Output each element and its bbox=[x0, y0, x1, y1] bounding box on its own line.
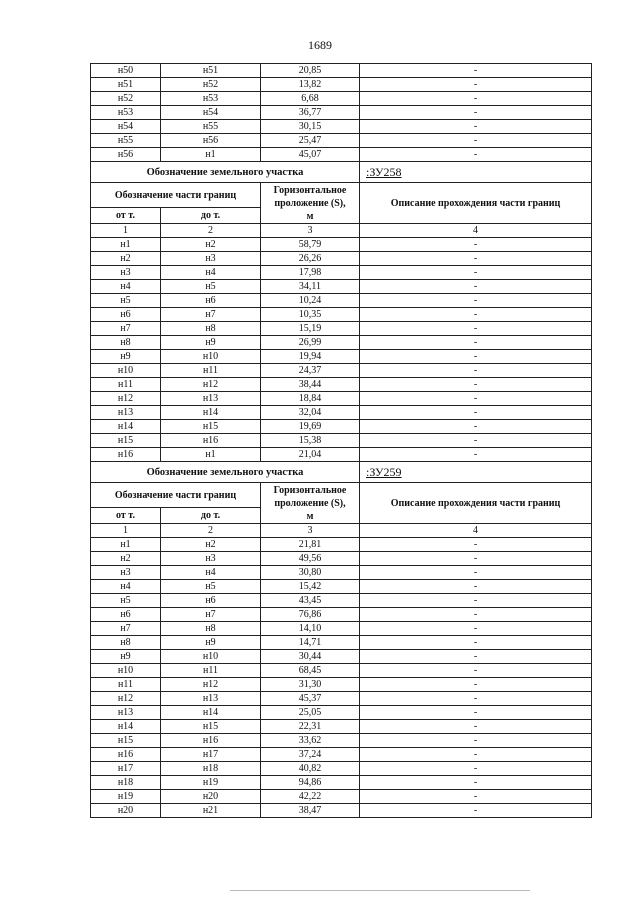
table-row bbox=[91, 134, 592, 148]
table-row bbox=[91, 350, 592, 364]
from-point-cell: н10 bbox=[91, 364, 161, 378]
to-point-cell: н16 bbox=[161, 434, 261, 448]
to-point-cell: н10 bbox=[161, 650, 261, 664]
horizontal-distance-cell: 15,42 bbox=[261, 580, 360, 594]
to-point-cell: н14 bbox=[161, 706, 261, 720]
from-point-cell: н16 bbox=[91, 448, 161, 462]
description-cell: - bbox=[360, 636, 592, 650]
from-point-cell: н56 bbox=[91, 148, 161, 162]
to-point-cell: н55 bbox=[161, 120, 261, 134]
table-row bbox=[91, 378, 592, 392]
boundary-table bbox=[90, 63, 592, 818]
description-cell: - bbox=[360, 308, 592, 322]
to-point-header: до т. bbox=[161, 208, 261, 224]
table-row bbox=[91, 692, 592, 706]
horizontal-distance-cell: 38,44 bbox=[261, 378, 360, 392]
column-number: 1 bbox=[91, 224, 161, 238]
from-point-header: от т. bbox=[91, 208, 161, 224]
to-point-cell: н13 bbox=[161, 692, 261, 706]
description-cell: - bbox=[360, 552, 592, 566]
from-point-cell: н14 bbox=[91, 420, 161, 434]
from-point-cell: н9 bbox=[91, 350, 161, 364]
horizontal-distance-cell: 68,45 bbox=[261, 664, 360, 678]
description-cell: - bbox=[360, 776, 592, 790]
from-point-cell: н51 bbox=[91, 78, 161, 92]
description-header: Описание прохождения части границ bbox=[360, 183, 592, 224]
parcel-designation-label: Обозначение земельного участка bbox=[91, 462, 360, 483]
description-cell: - bbox=[360, 720, 592, 734]
description-cell: - bbox=[360, 238, 592, 252]
horizontal-distance-cell: 20,85 bbox=[261, 64, 360, 78]
to-point-cell: н7 bbox=[161, 608, 261, 622]
description-cell: - bbox=[360, 706, 592, 720]
horizontal-distance-cell: 15,38 bbox=[261, 434, 360, 448]
description-header: Описание прохождения части границ bbox=[360, 483, 592, 524]
table-row bbox=[91, 448, 592, 462]
to-point-cell: н10 bbox=[161, 350, 261, 364]
boundary-part-header: Обозначение части границ bbox=[91, 483, 261, 508]
table-row bbox=[91, 148, 592, 162]
horizontal-distance-cell: 32,04 bbox=[261, 406, 360, 420]
table-row bbox=[91, 706, 592, 720]
description-cell: - bbox=[360, 78, 592, 92]
description-cell: - bbox=[360, 322, 592, 336]
description-cell: - bbox=[360, 148, 592, 162]
table-row bbox=[91, 776, 592, 790]
horizontal-distance-header-line: Горизонтальное bbox=[273, 184, 347, 196]
to-point-cell: н5 bbox=[161, 280, 261, 294]
description-cell: - bbox=[360, 790, 592, 804]
from-point-cell: н3 bbox=[91, 566, 161, 580]
horizontal-distance-cell: 45,07 bbox=[261, 148, 360, 162]
from-point-cell: н55 bbox=[91, 134, 161, 148]
horizontal-distance-cell: 26,99 bbox=[261, 336, 360, 350]
from-point-cell: н13 bbox=[91, 706, 161, 720]
from-point-cell: н6 bbox=[91, 308, 161, 322]
description-cell: - bbox=[360, 406, 592, 420]
horizontal-distance-cell: 33,62 bbox=[261, 734, 360, 748]
to-point-cell: н12 bbox=[161, 378, 261, 392]
description-cell: - bbox=[360, 106, 592, 120]
description-cell: - bbox=[360, 364, 592, 378]
table-row bbox=[91, 266, 592, 280]
table-row bbox=[91, 622, 592, 636]
from-point-cell: н7 bbox=[91, 322, 161, 336]
column-number-row bbox=[91, 224, 592, 238]
table-row bbox=[91, 64, 592, 78]
to-point-cell: н16 bbox=[161, 734, 261, 748]
to-point-cell: н51 bbox=[161, 64, 261, 78]
to-point-cell: н9 bbox=[161, 336, 261, 350]
to-point-cell: н17 bbox=[161, 748, 261, 762]
column-header-row bbox=[91, 483, 592, 508]
description-cell: - bbox=[360, 434, 592, 448]
to-point-cell: н3 bbox=[161, 552, 261, 566]
to-point-cell: н8 bbox=[161, 322, 261, 336]
to-point-cell: н52 bbox=[161, 78, 261, 92]
horizontal-distance-cell: 25,05 bbox=[261, 706, 360, 720]
from-point-cell: н19 bbox=[91, 790, 161, 804]
horizontal-distance-header-line: м bbox=[306, 210, 314, 222]
description-cell: - bbox=[360, 538, 592, 552]
to-point-header: до т. bbox=[161, 508, 261, 524]
horizontal-distance-cell: 37,24 bbox=[261, 748, 360, 762]
description-cell: - bbox=[360, 762, 592, 776]
to-point-cell: н21 bbox=[161, 804, 261, 818]
table-row bbox=[91, 566, 592, 580]
table-row bbox=[91, 106, 592, 120]
horizontal-distance-cell: 30,44 bbox=[261, 650, 360, 664]
table-row bbox=[91, 678, 592, 692]
description-cell: - bbox=[360, 252, 592, 266]
to-point-cell: н1 bbox=[161, 148, 261, 162]
from-point-cell: н15 bbox=[91, 434, 161, 448]
description-cell: - bbox=[360, 566, 592, 580]
horizontal-distance-cell: 58,79 bbox=[261, 238, 360, 252]
to-point-cell: н5 bbox=[161, 580, 261, 594]
horizontal-distance-cell: 31,30 bbox=[261, 678, 360, 692]
column-header-row bbox=[91, 183, 592, 208]
description-cell: - bbox=[360, 748, 592, 762]
horizontal-distance-cell: 30,15 bbox=[261, 120, 360, 134]
horizontal-distance-cell: 76,86 bbox=[261, 608, 360, 622]
description-cell: - bbox=[360, 678, 592, 692]
description-cell: - bbox=[360, 64, 592, 78]
from-point-cell: н10 bbox=[91, 664, 161, 678]
horizontal-distance-header-line: проложение (S), bbox=[274, 197, 346, 209]
table-row bbox=[91, 78, 592, 92]
horizontal-distance-header bbox=[261, 183, 360, 224]
table-row bbox=[91, 734, 592, 748]
horizontal-distance-cell: 30,80 bbox=[261, 566, 360, 580]
to-point-cell: н18 bbox=[161, 762, 261, 776]
horizontal-distance-cell: 24,37 bbox=[261, 364, 360, 378]
description-cell: - bbox=[360, 804, 592, 818]
table-row bbox=[91, 608, 592, 622]
column-number: 1 bbox=[91, 524, 161, 538]
horizontal-distance-cell: 17,98 bbox=[261, 266, 360, 280]
to-point-cell: н7 bbox=[161, 308, 261, 322]
from-point-cell: н5 bbox=[91, 594, 161, 608]
description-cell: - bbox=[360, 378, 592, 392]
description-cell: - bbox=[360, 350, 592, 364]
description-cell: - bbox=[360, 392, 592, 406]
column-number: 2 bbox=[161, 224, 261, 238]
description-cell: - bbox=[360, 734, 592, 748]
to-point-cell: н54 bbox=[161, 106, 261, 120]
column-number: 4 bbox=[360, 224, 592, 238]
parcel-title-row bbox=[91, 462, 592, 483]
table-row bbox=[91, 420, 592, 434]
table-row bbox=[91, 92, 592, 106]
horizontal-distance-cell: 14,10 bbox=[261, 622, 360, 636]
description-cell: - bbox=[360, 580, 592, 594]
parcel-title-row bbox=[91, 162, 592, 183]
table-row bbox=[91, 552, 592, 566]
table-row bbox=[91, 336, 592, 350]
table-row bbox=[91, 594, 592, 608]
from-point-cell: н52 bbox=[91, 92, 161, 106]
horizontal-distance-header-line: Горизонтальное bbox=[273, 484, 347, 496]
from-point-cell: н15 bbox=[91, 734, 161, 748]
description-cell: - bbox=[360, 594, 592, 608]
horizontal-distance-cell: 34,11 bbox=[261, 280, 360, 294]
from-point-cell: н5 bbox=[91, 294, 161, 308]
page-number: 1689 bbox=[308, 38, 332, 52]
description-cell: - bbox=[360, 294, 592, 308]
parcel-id: :ЗУ258 bbox=[360, 162, 592, 183]
table-row bbox=[91, 434, 592, 448]
table-row bbox=[91, 720, 592, 734]
from-point-cell: н53 bbox=[91, 106, 161, 120]
table-row bbox=[91, 650, 592, 664]
table-row bbox=[91, 392, 592, 406]
column-number: 3 bbox=[261, 224, 360, 238]
horizontal-distance-cell: 40,82 bbox=[261, 762, 360, 776]
table-row bbox=[91, 364, 592, 378]
to-point-cell: н15 bbox=[161, 720, 261, 734]
horizontal-distance-cell: 6,68 bbox=[261, 92, 360, 106]
horizontal-distance-cell: 43,45 bbox=[261, 594, 360, 608]
description-cell: - bbox=[360, 266, 592, 280]
horizontal-distance-cell: 21,81 bbox=[261, 538, 360, 552]
from-point-cell: н4 bbox=[91, 580, 161, 594]
description-cell: - bbox=[360, 120, 592, 134]
from-point-cell: н14 bbox=[91, 720, 161, 734]
to-point-cell: н19 bbox=[161, 776, 261, 790]
horizontal-distance-cell: 10,35 bbox=[261, 308, 360, 322]
to-point-cell: н15 bbox=[161, 420, 261, 434]
table-row bbox=[91, 762, 592, 776]
description-cell: - bbox=[360, 336, 592, 350]
horizontal-distance-cell: 21,04 bbox=[261, 448, 360, 462]
horizontal-distance-header-line: м bbox=[306, 510, 314, 522]
from-point-cell: н1 bbox=[91, 538, 161, 552]
from-point-cell: н8 bbox=[91, 336, 161, 350]
horizontal-distance-cell: 25,47 bbox=[261, 134, 360, 148]
from-point-cell: н11 bbox=[91, 378, 161, 392]
table-row bbox=[91, 252, 592, 266]
horizontal-distance-cell: 42,22 bbox=[261, 790, 360, 804]
to-point-cell: н2 bbox=[161, 538, 261, 552]
table-row bbox=[91, 790, 592, 804]
description-cell: - bbox=[360, 280, 592, 294]
table-row bbox=[91, 748, 592, 762]
table-row bbox=[91, 322, 592, 336]
horizontal-distance-cell: 45,37 bbox=[261, 692, 360, 706]
scan-mark bbox=[230, 890, 530, 891]
from-point-cell: н11 bbox=[91, 678, 161, 692]
horizontal-distance-cell: 36,77 bbox=[261, 106, 360, 120]
from-point-cell: н13 bbox=[91, 406, 161, 420]
to-point-cell: н53 bbox=[161, 92, 261, 106]
from-point-cell: н8 bbox=[91, 636, 161, 650]
table-row bbox=[91, 664, 592, 678]
table-row bbox=[91, 636, 592, 650]
horizontal-distance-header bbox=[261, 483, 360, 524]
description-cell: - bbox=[360, 664, 592, 678]
from-point-cell: н2 bbox=[91, 252, 161, 266]
description-cell: - bbox=[360, 420, 592, 434]
horizontal-distance-cell: 26,26 bbox=[261, 252, 360, 266]
parcel-id: :ЗУ259 bbox=[360, 462, 592, 483]
from-point-cell: н50 bbox=[91, 64, 161, 78]
to-point-cell: н20 bbox=[161, 790, 261, 804]
to-point-cell: н6 bbox=[161, 594, 261, 608]
description-cell: - bbox=[360, 608, 592, 622]
from-point-cell: н16 bbox=[91, 748, 161, 762]
from-point-cell: н6 bbox=[91, 608, 161, 622]
from-point-cell: н1 bbox=[91, 238, 161, 252]
table-row bbox=[91, 580, 592, 594]
table-row bbox=[91, 280, 592, 294]
horizontal-distance-cell: 14,71 bbox=[261, 636, 360, 650]
parcel-designation-label: Обозначение земельного участка bbox=[91, 162, 360, 183]
to-point-cell: н13 bbox=[161, 392, 261, 406]
horizontal-distance-cell: 22,31 bbox=[261, 720, 360, 734]
to-point-cell: н4 bbox=[161, 266, 261, 280]
horizontal-distance-cell: 38,47 bbox=[261, 804, 360, 818]
table-row bbox=[91, 120, 592, 134]
column-number-row bbox=[91, 524, 592, 538]
to-point-cell: н4 bbox=[161, 566, 261, 580]
table-row bbox=[91, 406, 592, 420]
horizontal-distance-cell: 10,24 bbox=[261, 294, 360, 308]
description-cell: - bbox=[360, 92, 592, 106]
to-point-cell: н6 bbox=[161, 294, 261, 308]
from-point-cell: н18 bbox=[91, 776, 161, 790]
table-row bbox=[91, 538, 592, 552]
horizontal-distance-cell: 49,56 bbox=[261, 552, 360, 566]
to-point-cell: н3 bbox=[161, 252, 261, 266]
horizontal-distance-cell: 18,84 bbox=[261, 392, 360, 406]
boundary-part-header: Обозначение части границ bbox=[91, 183, 261, 208]
table-row bbox=[91, 308, 592, 322]
column-number: 3 bbox=[261, 524, 360, 538]
to-point-cell: н1 bbox=[161, 448, 261, 462]
from-point-cell: н17 bbox=[91, 762, 161, 776]
table-row bbox=[91, 294, 592, 308]
description-cell: - bbox=[360, 448, 592, 462]
horizontal-distance-cell: 94,86 bbox=[261, 776, 360, 790]
to-point-cell: н8 bbox=[161, 622, 261, 636]
horizontal-distance-cell: 15,19 bbox=[261, 322, 360, 336]
description-cell: - bbox=[360, 134, 592, 148]
description-cell: - bbox=[360, 622, 592, 636]
to-point-cell: н11 bbox=[161, 364, 261, 378]
to-point-cell: н2 bbox=[161, 238, 261, 252]
to-point-cell: н12 bbox=[161, 678, 261, 692]
column-number: 2 bbox=[161, 524, 261, 538]
from-point-cell: н54 bbox=[91, 120, 161, 134]
column-number: 4 bbox=[360, 524, 592, 538]
from-point-cell: н3 bbox=[91, 266, 161, 280]
to-point-cell: н14 bbox=[161, 406, 261, 420]
from-point-cell: н2 bbox=[91, 552, 161, 566]
table-row bbox=[91, 238, 592, 252]
description-cell: - bbox=[360, 692, 592, 706]
to-point-cell: н9 bbox=[161, 636, 261, 650]
from-point-cell: н12 bbox=[91, 692, 161, 706]
table-row bbox=[91, 804, 592, 818]
from-point-cell: н7 bbox=[91, 622, 161, 636]
to-point-cell: н11 bbox=[161, 664, 261, 678]
horizontal-distance-cell: 19,94 bbox=[261, 350, 360, 364]
from-point-cell: н20 bbox=[91, 804, 161, 818]
horizontal-distance-cell: 19,69 bbox=[261, 420, 360, 434]
from-point-cell: н12 bbox=[91, 392, 161, 406]
from-point-cell: н4 bbox=[91, 280, 161, 294]
from-point-header: от т. bbox=[91, 508, 161, 524]
description-cell: - bbox=[360, 650, 592, 664]
from-point-cell: н9 bbox=[91, 650, 161, 664]
horizontal-distance-cell: 13,82 bbox=[261, 78, 360, 92]
horizontal-distance-header-line: проложение (S), bbox=[274, 497, 346, 509]
to-point-cell: н56 bbox=[161, 134, 261, 148]
